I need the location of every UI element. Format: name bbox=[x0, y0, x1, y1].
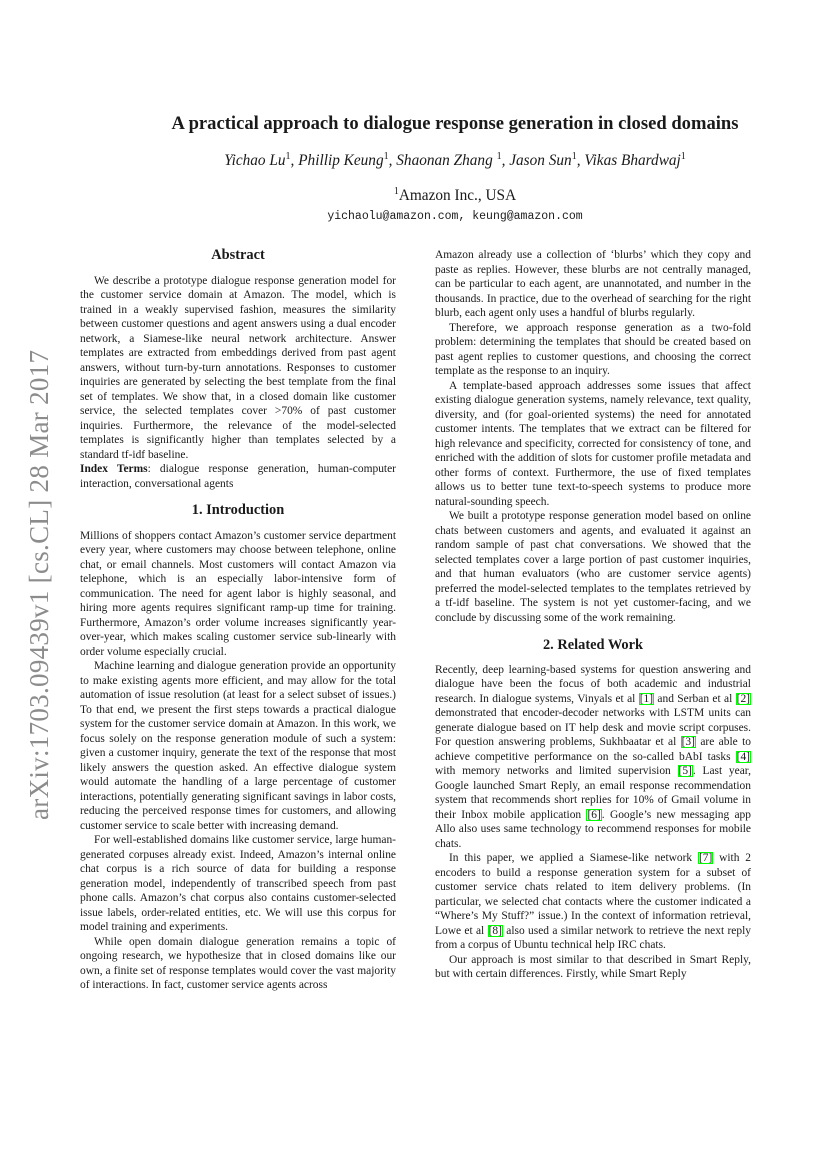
affiliation-name: Amazon Inc., USA bbox=[398, 187, 517, 205]
author-affiliation-mark: 1 bbox=[680, 151, 686, 162]
intro-paragraph: For well-established domains like customer service, large human-generated corpuses already exist. Indeed, Amazon’s internal online chat corpus is a rich source of data for building a response generation model, independently of transcribed speech from past phone calls. Amazon’s chat corpus also contains customer-selected issue labels, order-related entities, etc. We will use this corpus for model training and experiments. bbox=[80, 834, 396, 933]
author-name: Shaonan Zhang bbox=[396, 152, 497, 170]
author-emails: yichaolu@amazon.com, keung@amazon.com bbox=[327, 210, 583, 223]
index-terms bbox=[80, 462, 396, 491]
author-list: Yichao Lu$^1$, Phillip Keung$^1$, Shaonan Zhang $^1$, Jason Sun$^1$, Vikas Bhardwaj$^1$ bbox=[224, 151, 686, 170]
citation-link[interactable]: [7] bbox=[698, 852, 713, 864]
author-affiliation-mark: 1 bbox=[496, 151, 502, 162]
intro-paragraph: A template-based approach addresses some issues that affect existing dialogue generation systems, namely relevance, text quality, diversity, and (for goal-oriented systems) the need for annotated customer intents. The templates that we extract can be filtered for high relevance and specificity, corrected for consistency of tone, and enriched with the addition of slots for customer profile metadata and other forms of context. Furthermore, the use of fixed templates allows us to better tune text-to-speech systems to produce more natural-sounding speech. bbox=[435, 379, 751, 508]
affiliation bbox=[80, 186, 828, 205]
intro-paragraph: We built a prototype response generation model based on online chats between customers and agents, and evaluated it against an random sample of past chat conversations. We showed that the selected templates cover a large portion of past customer inquiries, and that human evaluators (who are customer service agents) preferred the model-selected templates to the templates retrieved by a tf-idf baseline. The system is not yet customer-facing, and we conclude by discussing some of the work remaining. bbox=[435, 510, 751, 624]
citation-link[interactable]: [1] bbox=[639, 692, 654, 705]
index-terms-text: : dialogue response generation, human-computer interaction, conversational agents bbox=[80, 463, 396, 490]
affiliation-mark: 1 bbox=[393, 186, 399, 197]
text-run: . Last year, Google launched Smart Reply, an email response recommendation system that recommends short replies for 10% of Gmail volume in their Inbox mobile application bbox=[435, 765, 751, 821]
citation-link[interactable]: [4] bbox=[736, 750, 750, 763]
intro-paragraph: While open domain dialogue generation remains a topic of ongoing research, we hypothesize that in closed domains like our own, a finite set of response templates would cover the vast majority of interactions. In fact, customer service agents across bbox=[80, 935, 396, 991]
section-heading-introduction: 1. Introduction bbox=[191, 502, 285, 518]
text-run: with 2 encoders to build a response generation system for a subset of customer service chats related to item delivery problems. (In particular, we selected chat contacts where the customer indicated a “Where’s My Stuff?” issue.) In the context of information retrieval, Lowe et al bbox=[435, 852, 751, 937]
left-column bbox=[80, 248, 396, 993]
text-run: are able to achieve competitive performance on the so-called bAbI tasks bbox=[435, 736, 751, 763]
intro-paragraph: Machine learning and dialogue generation provide an opportunity to make existing agents more efficient, and may allow for the total automation of issue resolution (at least for a select subset of issues.) To that end, we present the first steps towards a practical dialogue system for the customer service domain at Amazon. In this work, we focus solely on the response generation module of such a system: given a customer inquiry, generate the text of the response that most likely answers the question asked. An effective dialogue system would automate the handling of a large percentage of customer interactions, potentially generating significant savings in labor costs, reducing the perceived response times for customers, and allowing customer service to scale better with increasing demand. bbox=[80, 660, 396, 832]
index-terms-label: Index Terms bbox=[80, 463, 148, 475]
author-name: Jason Sun bbox=[509, 152, 572, 170]
author-affiliation-mark: 1 bbox=[285, 151, 291, 162]
section-heading-related-work: 2. Related Work bbox=[542, 637, 644, 653]
abstract-text: We describe a prototype dialogue response generation model for the customer service domain at Amazon. The model, which is trained in a weakly supervised fashion, measures the similarity between customer questions and agent answers using a dual encoder network, a Siamese-like neural network architecture. Answer templates are extracted from embeddings derived from past agent answers, without turn-by-turn annotations. Responses to customer inquiries are generated by selecting the best template from the final set of templates. We show that, in a closed domain like customer service, the selected templates cover >70% of past customer inquiries. Furthermore, the relevance of the model-selected templates is significantly higher than templates selected by a standard tf-idf baseline. bbox=[80, 274, 396, 461]
author-affiliation-mark: 1 bbox=[383, 151, 389, 162]
author-name: Yichao Lu bbox=[224, 152, 286, 170]
citation-link[interactable]: [6] bbox=[587, 808, 601, 821]
author-affiliation-mark: 1 bbox=[571, 151, 577, 162]
text-run: also used a similar network to retrieve the next reply from a corpus of Ubuntu technical help IRC chats. bbox=[435, 924, 751, 951]
related-work-paragraph bbox=[435, 851, 751, 953]
intro-paragraph: Therefore, we approach response generation as a two-fold problem: determining the templates that should be created based on past agent replies to customer questions, and choosing the correct template as the response to an inquiry. bbox=[435, 321, 751, 377]
text-run: demonstrated that encoder-decoder networks with LSTM units can generate dialogue based on IT help desk and movie script corpuses. For question answering problems, Sukhbaatar et al bbox=[435, 707, 751, 748]
text-run: Recently, deep learning-based systems for question answering and dialogue have been the focus of both academic and industrial research. In dialogue systems, Vinyals et al bbox=[435, 663, 751, 705]
citation-link[interactable]: [3] bbox=[681, 736, 695, 748]
intro-paragraph: Amazon already use a collection of ‘blurbs’ which they copy and paste as replies. However, these blurbs are not centrally managed, can be particular to each agent, are unannotated, and number in the thousands. In practice, due to the overhead of searching for the right blurb, each agent only uses a handful of blurbs regularly. bbox=[435, 249, 751, 319]
author-name: Vikas Bhardwaj bbox=[584, 152, 681, 170]
citation-link[interactable]: [2] bbox=[736, 692, 750, 705]
paper-title: A practical approach to dialogue response generation in closed domains bbox=[171, 113, 739, 134]
author-name: Phillip Keung bbox=[298, 152, 384, 170]
text-run: . Google’s new messaging app Allo also uses same technology to recommend responses for mobile chats. bbox=[435, 808, 751, 850]
text-run: and Serban et al bbox=[654, 692, 736, 705]
right-column bbox=[435, 248, 751, 982]
related-work-paragraph: Our approach is most similar to that described in Smart Reply, but with certain differences. Firstly, while Smart Reply bbox=[435, 953, 751, 980]
citation-link[interactable]: [8] bbox=[488, 924, 502, 937]
arxiv-identifier: arXiv:1703.09439v1 [cs.CL] 28 Mar 2017 bbox=[24, 349, 54, 820]
intro-paragraph: Millions of shoppers contact Amazon’s customer service department every year, where customers may choose between telephone, online chat, or email channels. Most customers will contact Amazon via telephone, which is an especially labor-intensive form of communication. The need for agent labor is highly seasonal, and hiring more agents requires significant ramp-up time for training. Furthermore, Amazon’s order volume increases significantly year-over-year, which makes scaling customer service sub-linearly with order volume especially crucial. bbox=[80, 529, 396, 658]
text-run: In this paper, we applied a Siamese-like network bbox=[449, 852, 698, 864]
related-work-paragraph bbox=[435, 663, 751, 852]
citation-link[interactable]: [5] bbox=[678, 765, 692, 777]
text-run: with memory networks and limited supervision bbox=[435, 765, 678, 777]
abstract-heading: Abstract bbox=[211, 247, 265, 263]
